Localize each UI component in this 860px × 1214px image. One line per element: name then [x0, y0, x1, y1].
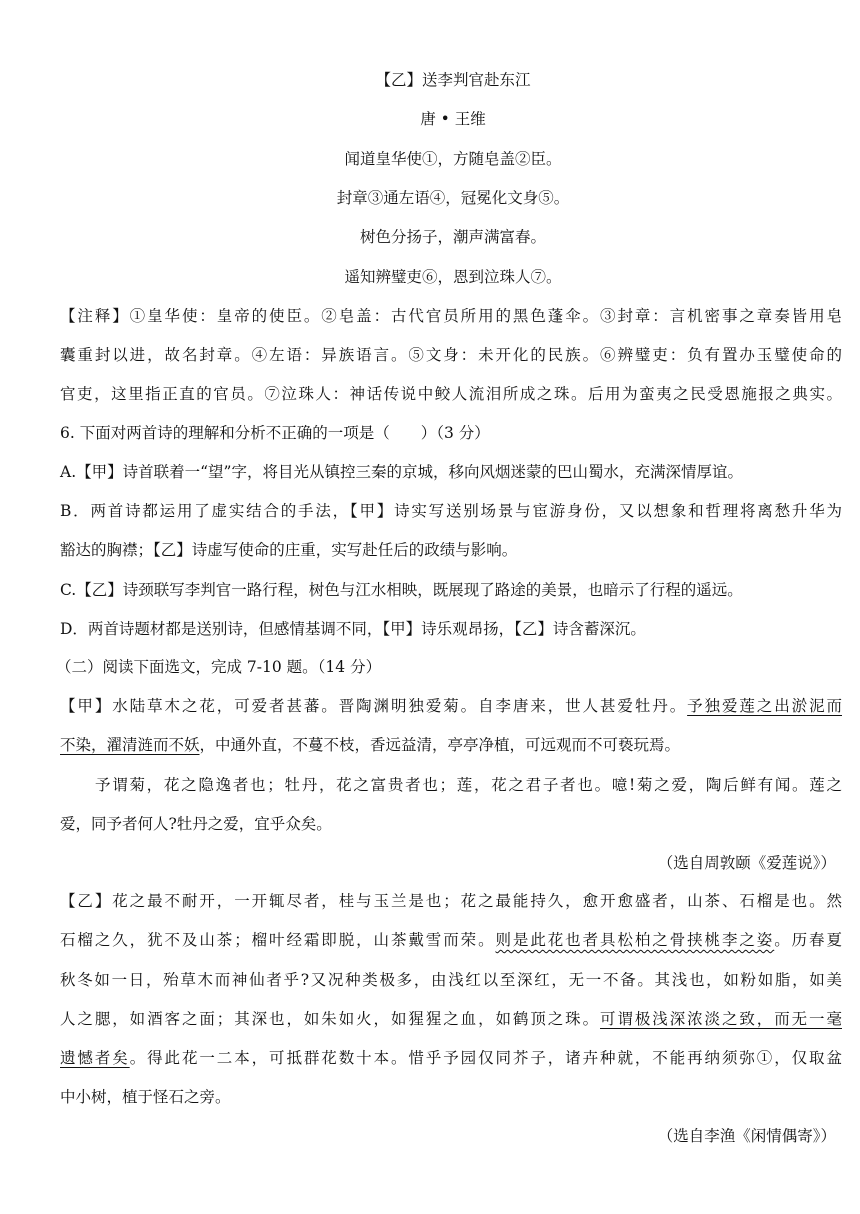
- underlined-sentence-part-2: 遗憾者矣: [60, 1049, 130, 1067]
- text-jia-line-2: [60, 735, 842, 755]
- text-yi-line-6: 中小树，植于怪石之旁。: [60, 1088, 231, 1106]
- notes-line-2: 囊重封以进，故名封章。④左语：异族语言。⑤文身：未开化的民族。⑥辨璧吏：负有置办玉璧使命的: [60, 346, 842, 364]
- text-jia-source: （选自周敦颐《爱莲说》）: [657, 854, 836, 872]
- text-yi-sentence: 人之腮，如酒客之面；其深也，如朱如火，如猩猩之血，如鹤顶之珠。: [60, 1010, 601, 1028]
- text-jia-para2-line-1: 予谓菊，花之隐逸者也；牡丹，花之富贵者也；莲，花之君子者也。噫!菊之爱，陶后鲜有闻。莲之: [95, 776, 842, 794]
- poem-line-1: 闻道皇华使①，方随皂盖②臣。: [344, 150, 562, 168]
- text-yi-sentence: 石榴之久，犹不及山茶；榴叶经霜即脱，山茶戴雪而荣。: [60, 931, 496, 949]
- option-a: A.【甲】诗首联着一“望”字，将目光从镇控三秦的京城，移向风烟迷蒙的巴山蜀水，充满深情厚谊。: [60, 463, 743, 481]
- underlined-sentence-part-1: 可谓极浅深浓淡之致，而无一毫: [600, 1010, 842, 1028]
- poem-line-2: 封章③通左语④，冠冕化文身⑤。: [336, 189, 570, 207]
- poem-title: 【乙】送李判官赴东江: [375, 71, 531, 89]
- text-yi-sentence-rest: 。得此花一二本，可抵群花数十本。惜乎予园仅同芥子，诸卉种就，不能再纳须弥①，仅取盆: [129, 1049, 842, 1067]
- section-two-heading: （二）阅读下面选文，完成 7-10 题。（14 分）: [56, 658, 382, 676]
- option-d: D．两首诗题材都是送别诗，但感情基调不同，【甲】诗乐观昂扬，【乙】诗含蓄深沉。: [60, 620, 646, 638]
- notes-line-3: 官吏，这里指正直的官员。⑦泣珠人：神话传说中鲛人流泪所成之珠。后用为蛮夷之民受恩施报之典实。: [60, 385, 842, 403]
- notes-line-1: 【注释】①皇华使：皇帝的使臣。②皂盖：古代官员所用的黑色蓬伞。③封章：言机密事之章奏皆用皂: [60, 307, 842, 325]
- poem-author: 唐 • 王维: [420, 110, 486, 128]
- text-jia-sentence: 【甲】水陆草木之花，可爱者甚蕃。晋陶渊明独爱菊。自李唐来，世人甚爱牡丹。: [60, 697, 688, 715]
- option-b-line-1: B．两首诗都运用了虚实结合的手法，【甲】诗实写送别场景与宦游身份，又以想象和哲理将离愁升华为: [60, 502, 842, 520]
- underlined-sentence-part-2: 不染，濯清涟而不妖: [60, 736, 200, 754]
- question-6-stem: 6. 下面对两首诗的理解和分析不正确的一项是（ ）（3 分）: [60, 424, 490, 442]
- text-yi-line-1: 【乙】花之最不耐开，一开辄尽者，桂与玉兰是也；花之最能持久，愈开愈盛者，山茶、石榴是也。然: [60, 892, 842, 910]
- text-yi-sentence-rest: 。历春夏: [774, 931, 842, 949]
- text-jia-sentence-rest: ，中通外直，不蔓不枝，香远益清，亭亭净植，可远观而不可亵玩焉。: [199, 736, 681, 754]
- text-jia-line-1: [60, 696, 842, 716]
- underlined-sentence-part-1: 予独爱莲之出淤泥而: [687, 697, 842, 715]
- text-yi-line-5: [60, 1048, 842, 1068]
- poem-line-3: 树色分扬子，潮声满富春。: [359, 228, 546, 246]
- text-yi-line-2: [60, 930, 842, 950]
- text-yi-source: （选自李渔《闲情偶寄》）: [657, 1127, 836, 1145]
- text-jia-para2-line-2: 爱，同予者何人?牡丹之爱，宜乎众矣。: [60, 815, 332, 833]
- text-yi-line-4: [60, 1009, 842, 1029]
- text-yi-line-3: 秋冬如一日，殆草木而神仙者乎?又况种类极多，由浅红以至深红，无一不备。其浅也，如粉如脂，如美: [60, 971, 842, 989]
- option-b-line-2: 豁达的胸襟；【乙】诗虚写使命的庄重，实写赴任后的政绩与影响。: [60, 541, 518, 559]
- wavy-underlined-sentence: 则是此花也者具松柏之骨挟桃李之姿: [495, 931, 775, 949]
- option-c: C.【乙】诗颈联写李判官一路行程，树色与江水相映，既展现了路途的美景，也暗示了行程的遥远。: [60, 581, 743, 599]
- poem-line-4: 遥知辨璧吏⑥，恩到泣珠人⑦。: [344, 268, 562, 286]
